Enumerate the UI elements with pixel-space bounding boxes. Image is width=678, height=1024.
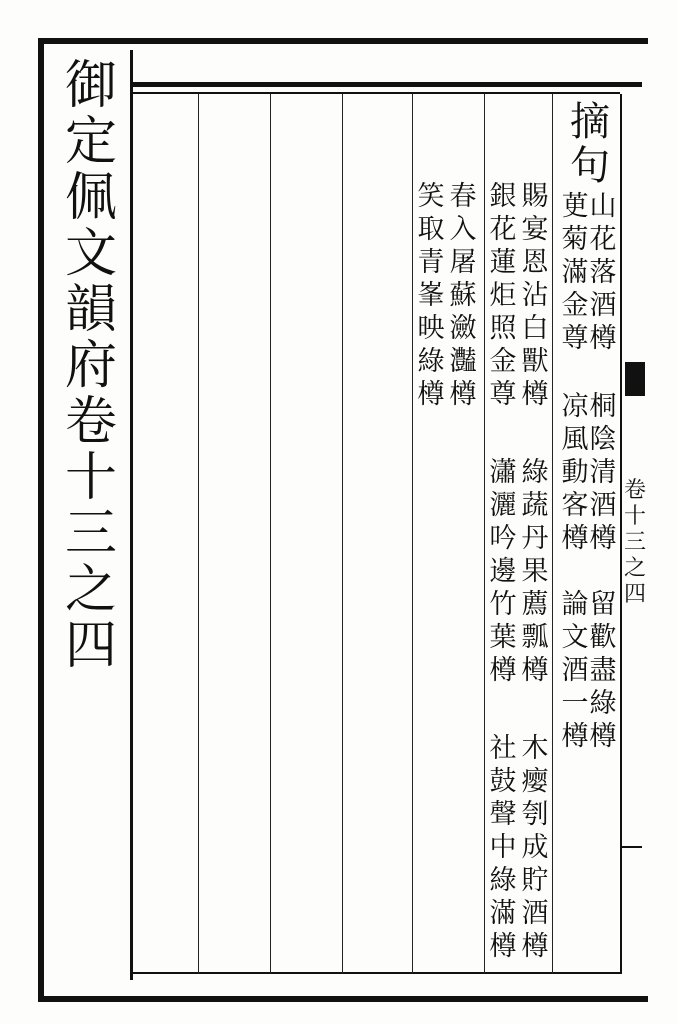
character: 社 bbox=[489, 733, 517, 764]
text-column-11 bbox=[488, 456, 518, 687]
character: 貯 bbox=[521, 865, 549, 896]
character: 銀 bbox=[489, 181, 517, 212]
character: 花 bbox=[489, 214, 517, 245]
character: 聲 bbox=[489, 799, 517, 830]
character: 金 bbox=[561, 290, 589, 321]
title-character: 定 bbox=[64, 112, 117, 172]
character: 樽 bbox=[489, 655, 517, 686]
character: 青 bbox=[417, 247, 445, 278]
title-character: 三 bbox=[64, 504, 117, 564]
character: 瓢 bbox=[521, 622, 549, 653]
character: 峯 bbox=[417, 280, 445, 311]
character: 樽 bbox=[521, 931, 549, 962]
character: 映 bbox=[417, 313, 445, 344]
character: 蔬 bbox=[521, 490, 549, 521]
character: 薦 bbox=[521, 589, 549, 620]
character: 屠 bbox=[449, 247, 477, 278]
top-border bbox=[130, 82, 642, 87]
title-character: 府 bbox=[64, 336, 117, 396]
character: 酒 bbox=[521, 898, 549, 929]
character: 賜 bbox=[521, 181, 549, 212]
text-column-6 bbox=[560, 588, 590, 753]
character: 成 bbox=[521, 832, 549, 863]
column-rule bbox=[270, 94, 271, 974]
text-column-2 bbox=[588, 390, 618, 555]
text-column-12 bbox=[488, 732, 518, 963]
character: 綠 bbox=[521, 457, 549, 488]
margin-character: 卷 bbox=[624, 478, 647, 503]
character: 滿 bbox=[489, 898, 517, 929]
title-character: 佩 bbox=[64, 168, 117, 228]
character: 沾 bbox=[521, 280, 549, 311]
character: 酒 bbox=[561, 655, 589, 686]
character: 樽 bbox=[589, 721, 617, 752]
character: 金 bbox=[489, 346, 517, 377]
character: 滿 bbox=[561, 257, 589, 288]
character: 花 bbox=[589, 224, 617, 255]
character: 恩 bbox=[521, 247, 549, 278]
character: 茰 bbox=[561, 191, 589, 222]
character: 酒 bbox=[589, 290, 617, 321]
text-column-1 bbox=[588, 190, 618, 355]
text-column-5 bbox=[560, 390, 590, 555]
character: 炬 bbox=[489, 280, 517, 311]
margin-character: 之 bbox=[624, 556, 647, 581]
character: 綠 bbox=[489, 865, 517, 896]
character: 論 bbox=[561, 589, 589, 620]
top-border-inner bbox=[130, 92, 620, 94]
character: 綠 bbox=[589, 688, 617, 719]
column-rule bbox=[198, 94, 199, 974]
text-column-9 bbox=[520, 732, 550, 963]
character: 凉 bbox=[561, 391, 589, 422]
section-heading bbox=[568, 100, 612, 188]
text-column-7 bbox=[520, 180, 550, 411]
character: 動 bbox=[561, 457, 589, 488]
character: 山 bbox=[589, 191, 617, 222]
character: 落 bbox=[589, 257, 617, 288]
character: 取 bbox=[417, 214, 445, 245]
margin-divider bbox=[622, 846, 642, 848]
character: 木 bbox=[521, 733, 549, 764]
character: 竹 bbox=[489, 589, 517, 620]
character: 吟 bbox=[489, 523, 517, 554]
heading-character: 摘 bbox=[570, 99, 610, 145]
character: 陰 bbox=[589, 424, 617, 455]
margin-label bbox=[624, 478, 646, 608]
title-character: 之 bbox=[64, 560, 117, 620]
character: 刳 bbox=[521, 799, 549, 830]
character: 灎 bbox=[449, 346, 477, 377]
character: 樽 bbox=[417, 379, 445, 410]
character: 樽 bbox=[589, 523, 617, 554]
margin-character: 四 bbox=[624, 582, 647, 607]
character: 蘇 bbox=[449, 280, 477, 311]
character: 蓮 bbox=[489, 247, 517, 278]
title-character: 文 bbox=[64, 224, 117, 284]
character: 樽 bbox=[489, 931, 517, 962]
text-column-4 bbox=[560, 190, 590, 355]
character: 笑 bbox=[417, 181, 445, 212]
character: 酒 bbox=[589, 490, 617, 521]
text-column-8 bbox=[520, 456, 550, 687]
character: 照 bbox=[489, 313, 517, 344]
character: 樽 bbox=[449, 379, 477, 410]
character: 瀲 bbox=[449, 313, 477, 344]
character: 清 bbox=[589, 457, 617, 488]
character: 春 bbox=[449, 181, 477, 212]
character: 風 bbox=[561, 424, 589, 455]
character: 盡 bbox=[589, 655, 617, 686]
character: 中 bbox=[489, 832, 517, 863]
character: 樽 bbox=[521, 655, 549, 686]
character: 樽 bbox=[589, 323, 617, 354]
character: 桐 bbox=[589, 391, 617, 422]
character: 尊 bbox=[489, 379, 517, 410]
title-character: 韻 bbox=[64, 280, 117, 340]
character: 丹 bbox=[521, 523, 549, 554]
character: 樽 bbox=[521, 379, 549, 410]
margin-character: 十 bbox=[624, 504, 647, 529]
title-character: 御 bbox=[64, 56, 117, 116]
text-column-3 bbox=[588, 588, 618, 753]
character: 白 bbox=[521, 313, 549, 344]
character: 宴 bbox=[521, 214, 549, 245]
text-column-13 bbox=[448, 180, 478, 411]
character: 葉 bbox=[489, 622, 517, 653]
character: 獸 bbox=[521, 346, 549, 377]
title-character: 卷 bbox=[64, 392, 117, 452]
character: 樽 bbox=[561, 721, 589, 752]
book-title bbox=[60, 58, 122, 674]
character: 綠 bbox=[417, 346, 445, 377]
column-rule bbox=[412, 94, 413, 974]
margin-character: 三 bbox=[624, 530, 647, 555]
text-column-10 bbox=[488, 180, 518, 411]
bottom-border bbox=[130, 972, 620, 974]
character: 一 bbox=[561, 688, 589, 719]
character: 果 bbox=[521, 556, 549, 587]
column-rule bbox=[342, 94, 343, 974]
character: 文 bbox=[561, 622, 589, 653]
heading-character: 句 bbox=[570, 143, 610, 189]
character: 瀟 bbox=[489, 457, 517, 488]
character: 歡 bbox=[589, 622, 617, 653]
character: 瘿 bbox=[521, 766, 549, 797]
text-column-14 bbox=[416, 180, 446, 411]
character: 客 bbox=[561, 490, 589, 521]
title-character: 十 bbox=[64, 448, 117, 508]
character: 尊 bbox=[561, 323, 589, 354]
character: 邊 bbox=[489, 556, 517, 587]
character: 入 bbox=[449, 214, 477, 245]
character: 樽 bbox=[561, 523, 589, 554]
column-rule bbox=[552, 94, 553, 974]
title-character: 四 bbox=[64, 616, 117, 676]
character: 鼓 bbox=[489, 766, 517, 797]
title-column bbox=[50, 50, 133, 980]
column-rule bbox=[484, 94, 485, 974]
character: 灑 bbox=[489, 490, 517, 521]
fish-tail-mark bbox=[625, 362, 645, 396]
character: 菊 bbox=[561, 224, 589, 255]
character: 留 bbox=[589, 589, 617, 620]
